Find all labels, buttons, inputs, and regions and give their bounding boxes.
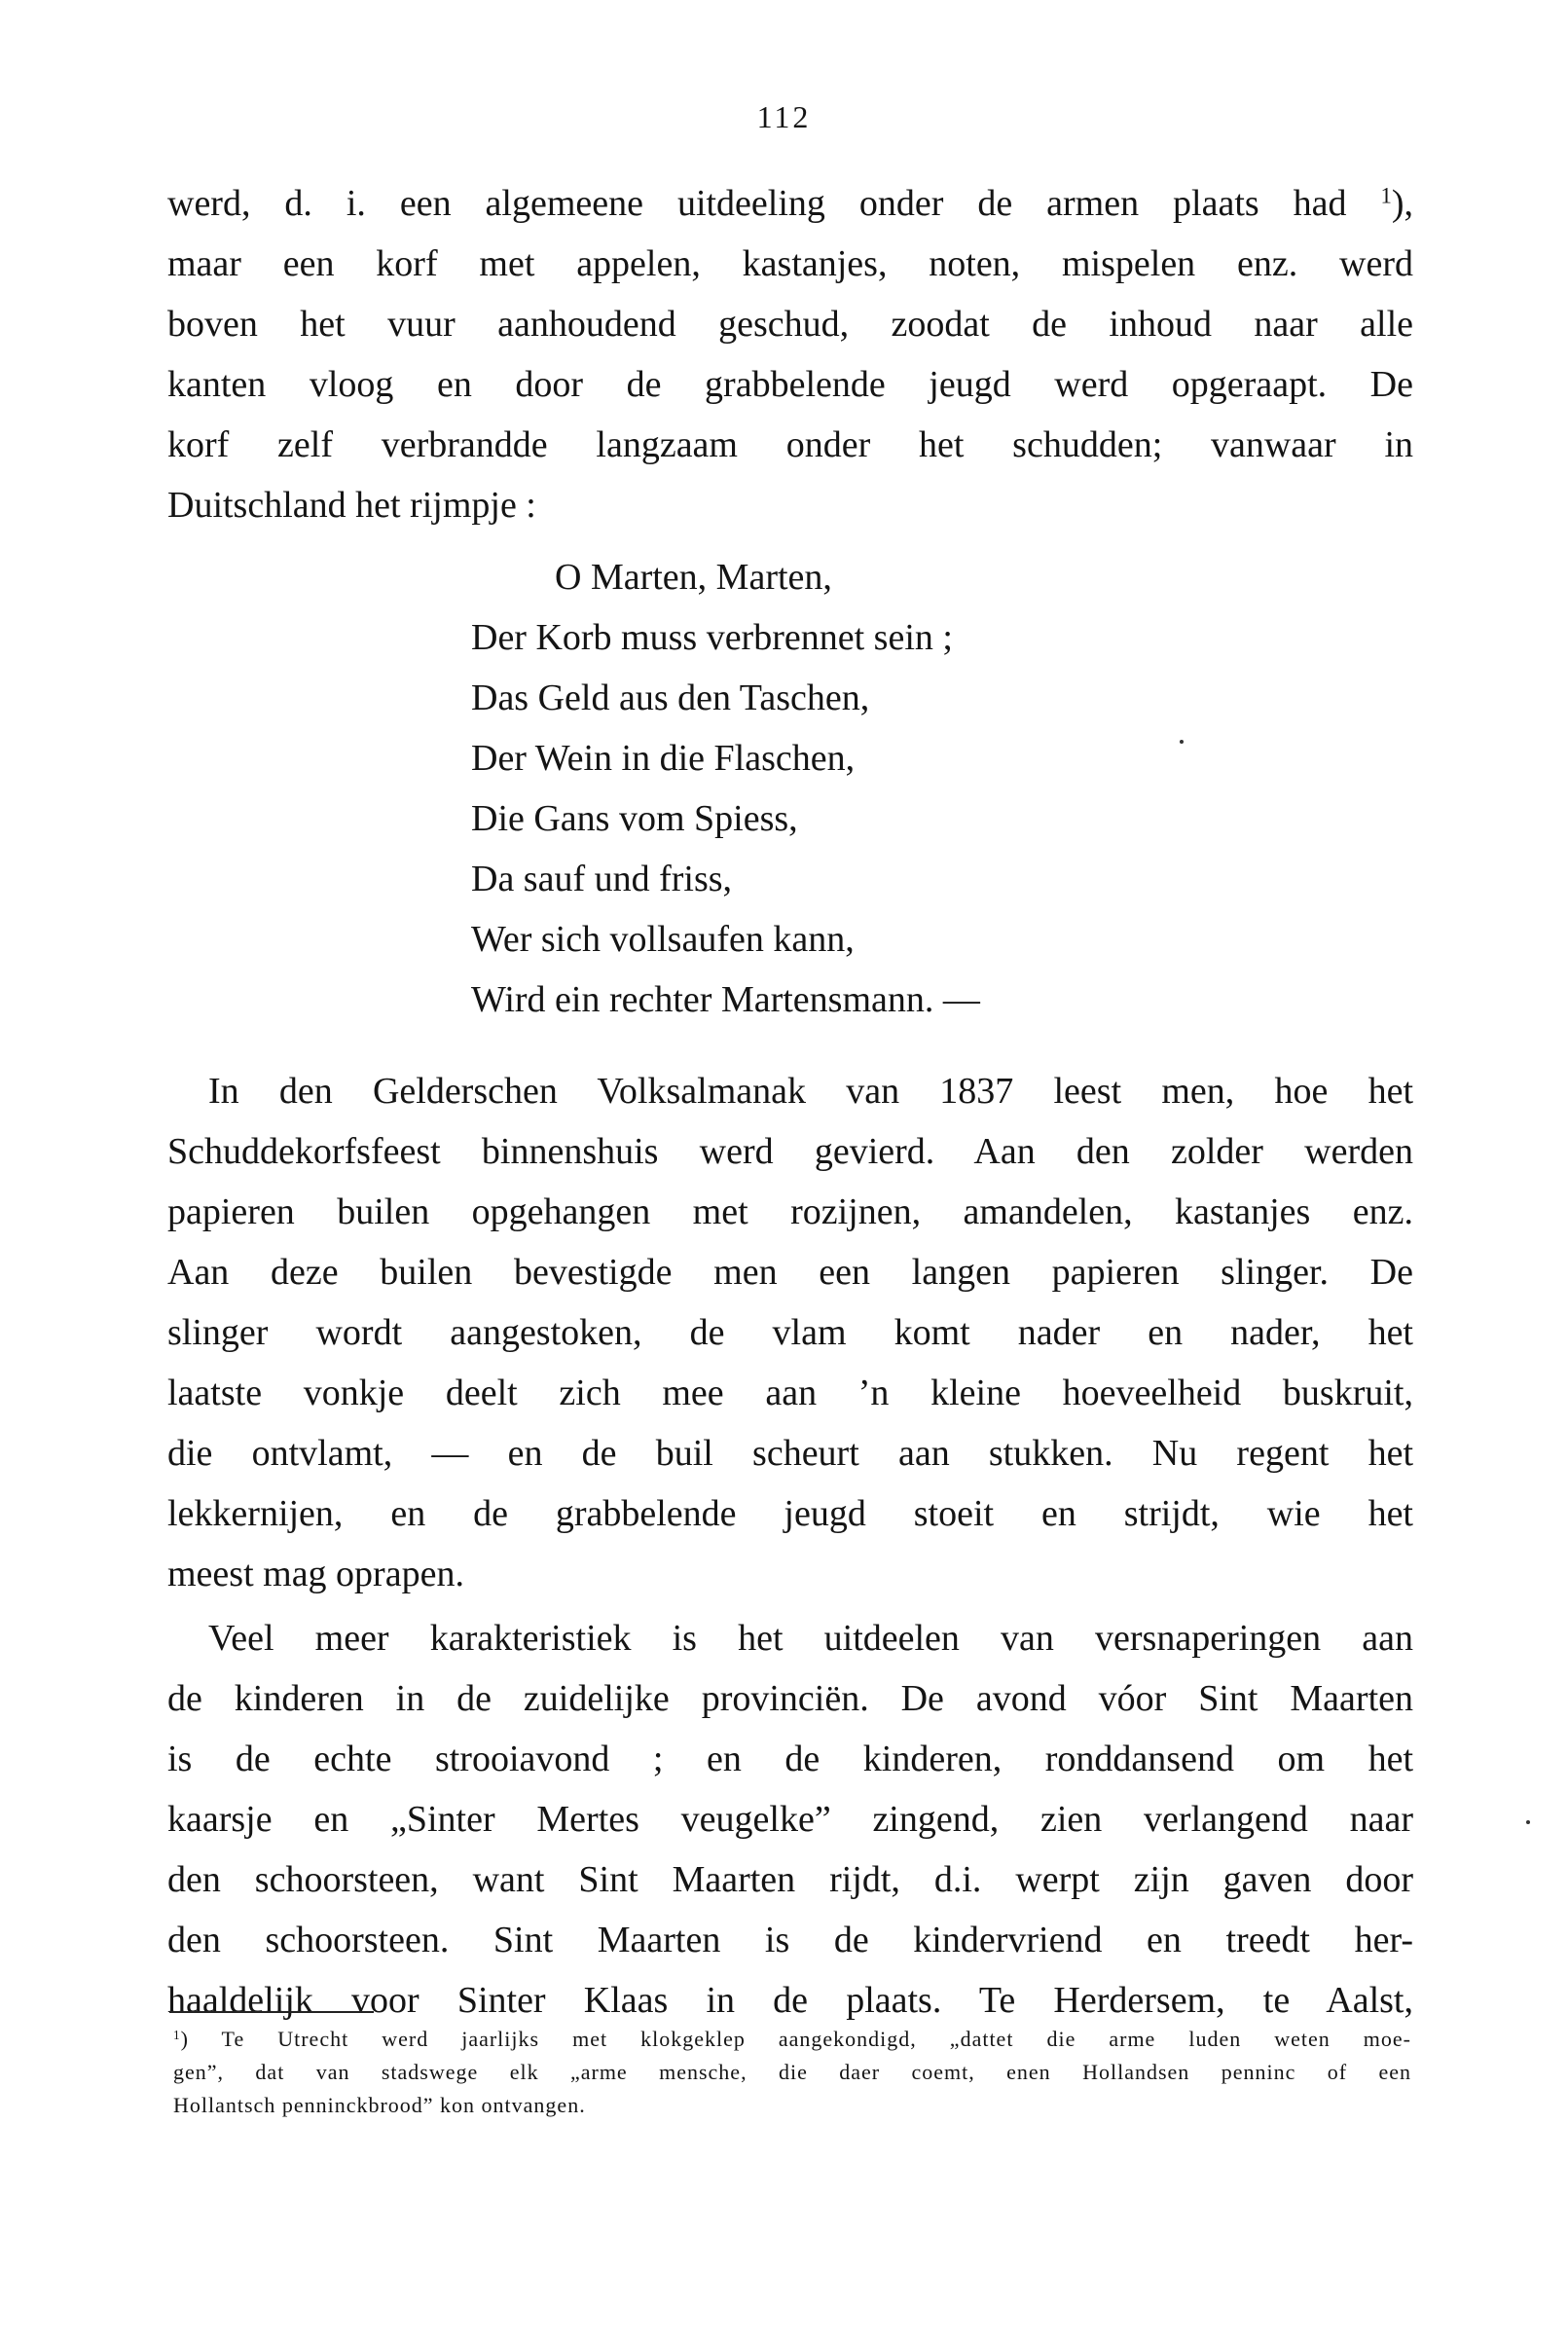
- poem-line-1: O Marten, Marten,: [555, 557, 832, 598]
- scan-speck: [1526, 1820, 1530, 1824]
- paragraph-2-line-6: laatste vonkje deelt zich mee aan ’n kleine hoeveelheid buskruit,: [167, 1373, 1413, 1413]
- poem-line-3: Das Geld aus den Taschen,: [471, 677, 870, 718]
- paragraph-2-line-4: Aan deze builen bevestigde men een langen papieren slinger. De: [167, 1252, 1413, 1293]
- footnote-marker: 1: [173, 2027, 181, 2042]
- paragraph-3-line-4: kaarsje en „Sinter Mertes veugelke” zingend, zien verlangend naar: [167, 1799, 1413, 1840]
- paragraph-2-line-1: In den Gelderschen Volksalmanak van 1837 leest men, hoe het: [208, 1071, 1413, 1112]
- poem-line-5: Die Gans vom Spiess,: [471, 798, 798, 839]
- paragraph-3-line-2: de kinderen in de zuidelijke provinciën. De avond vóor Sint Maarten: [167, 1678, 1413, 1719]
- paragraph-1-line-6: Duitschland het rijmpje :: [167, 485, 536, 526]
- page-number: 112: [756, 99, 812, 134]
- footnote-line-3: Hollantsch penninckbrood” kon ontvangen.: [173, 2093, 586, 2117]
- paragraph-2-line-3: papieren builen opgehangen met rozijnen, amandelen, kastanjes enz.: [167, 1191, 1413, 1232]
- paragraph-1-line-5: korf zelf verbrandde langzaam onder het schudden; vanwaar in: [167, 424, 1413, 465]
- paragraph-1-line-2: maar een korf met appelen, kastanjes, noten, mispelen enz. werd: [167, 243, 1413, 284]
- poem-line-6: Da sauf und friss,: [471, 859, 733, 899]
- paragraph-3-line-5: den schoorsteen, want Sint Maarten rijdt, d.i. werpt zijn gaven door: [167, 1859, 1413, 1900]
- paragraph-3-line-7: haaldelijk voor Sinter Klaas in de plaats. Te Herdersem, te Aalst,: [167, 1980, 1413, 2021]
- poem-line-2: Der Korb muss verbrennet sein ;: [471, 617, 953, 658]
- poem-line-8: Wird ein rechter Martensmann. —: [471, 979, 980, 1020]
- paragraph-1-line-1: [167, 181, 1413, 226]
- footnote-divider: [169, 2011, 374, 2013]
- paragraph-1-line-3: boven het vuur aanhoudend geschud, zoodat de inhoud naar alle: [167, 304, 1413, 345]
- footnote-line-1-text: ) Te Utrecht werd jaarlijks met klokgeklep aangekondigd, „dattet die arme luden weten moe-: [180, 2027, 1411, 2051]
- footnote-reference: $^1$),: [1380, 183, 1413, 224]
- paragraph-1-line-1-text: werd, d. i. een algemeene uitdeeling onder de armen plaats had: [167, 183, 1347, 224]
- poem-line-4: Der Wein in die Flaschen,: [471, 738, 856, 779]
- paragraph-3-line-6: den schoorsteen. Sint Maarten is de kindervriend en treedt her-: [167, 1920, 1413, 1960]
- paragraph-3-line-1: Veel meer karakteristiek is het uitdeelen van versnaperingen aan: [208, 1618, 1413, 1659]
- paragraph-2-line-8: lekkernijen, en de grabbelende jeugd stoeit en strijdt, wie het: [167, 1493, 1413, 1534]
- footnote-line-2: gen”, dat van stadswege elk „arme mensche, die daer coemt, enen Hollandsen penninc of een: [173, 2060, 1411, 2084]
- paragraph-3-line-3: is de echte strooiavond ; en de kinderen, ronddansend om het: [167, 1739, 1413, 1779]
- paragraph-1-line-4: kanten vloog en door de grabbelende jeugd werd opgeraapt. De: [167, 364, 1413, 405]
- paragraph-2-line-9: meest mag oprapen.: [167, 1554, 464, 1594]
- paragraph-2-line-2: Schuddekorfsfeest binnenshuis werd gevierd. Aan den zolder werden: [167, 1131, 1413, 1172]
- paragraph-2-line-5: slinger wordt aangestoken, de vlam komt nader en nader, het: [167, 1312, 1413, 1353]
- paragraph-2-line-7: die ontvlamt, — en de buil scheurt aan stukken. Nu regent het: [167, 1433, 1413, 1474]
- poem-line-7: Wer sich vollsaufen kann,: [471, 919, 855, 960]
- footnote-line-1: [173, 2025, 1411, 2054]
- scan-speck: [1180, 740, 1184, 744]
